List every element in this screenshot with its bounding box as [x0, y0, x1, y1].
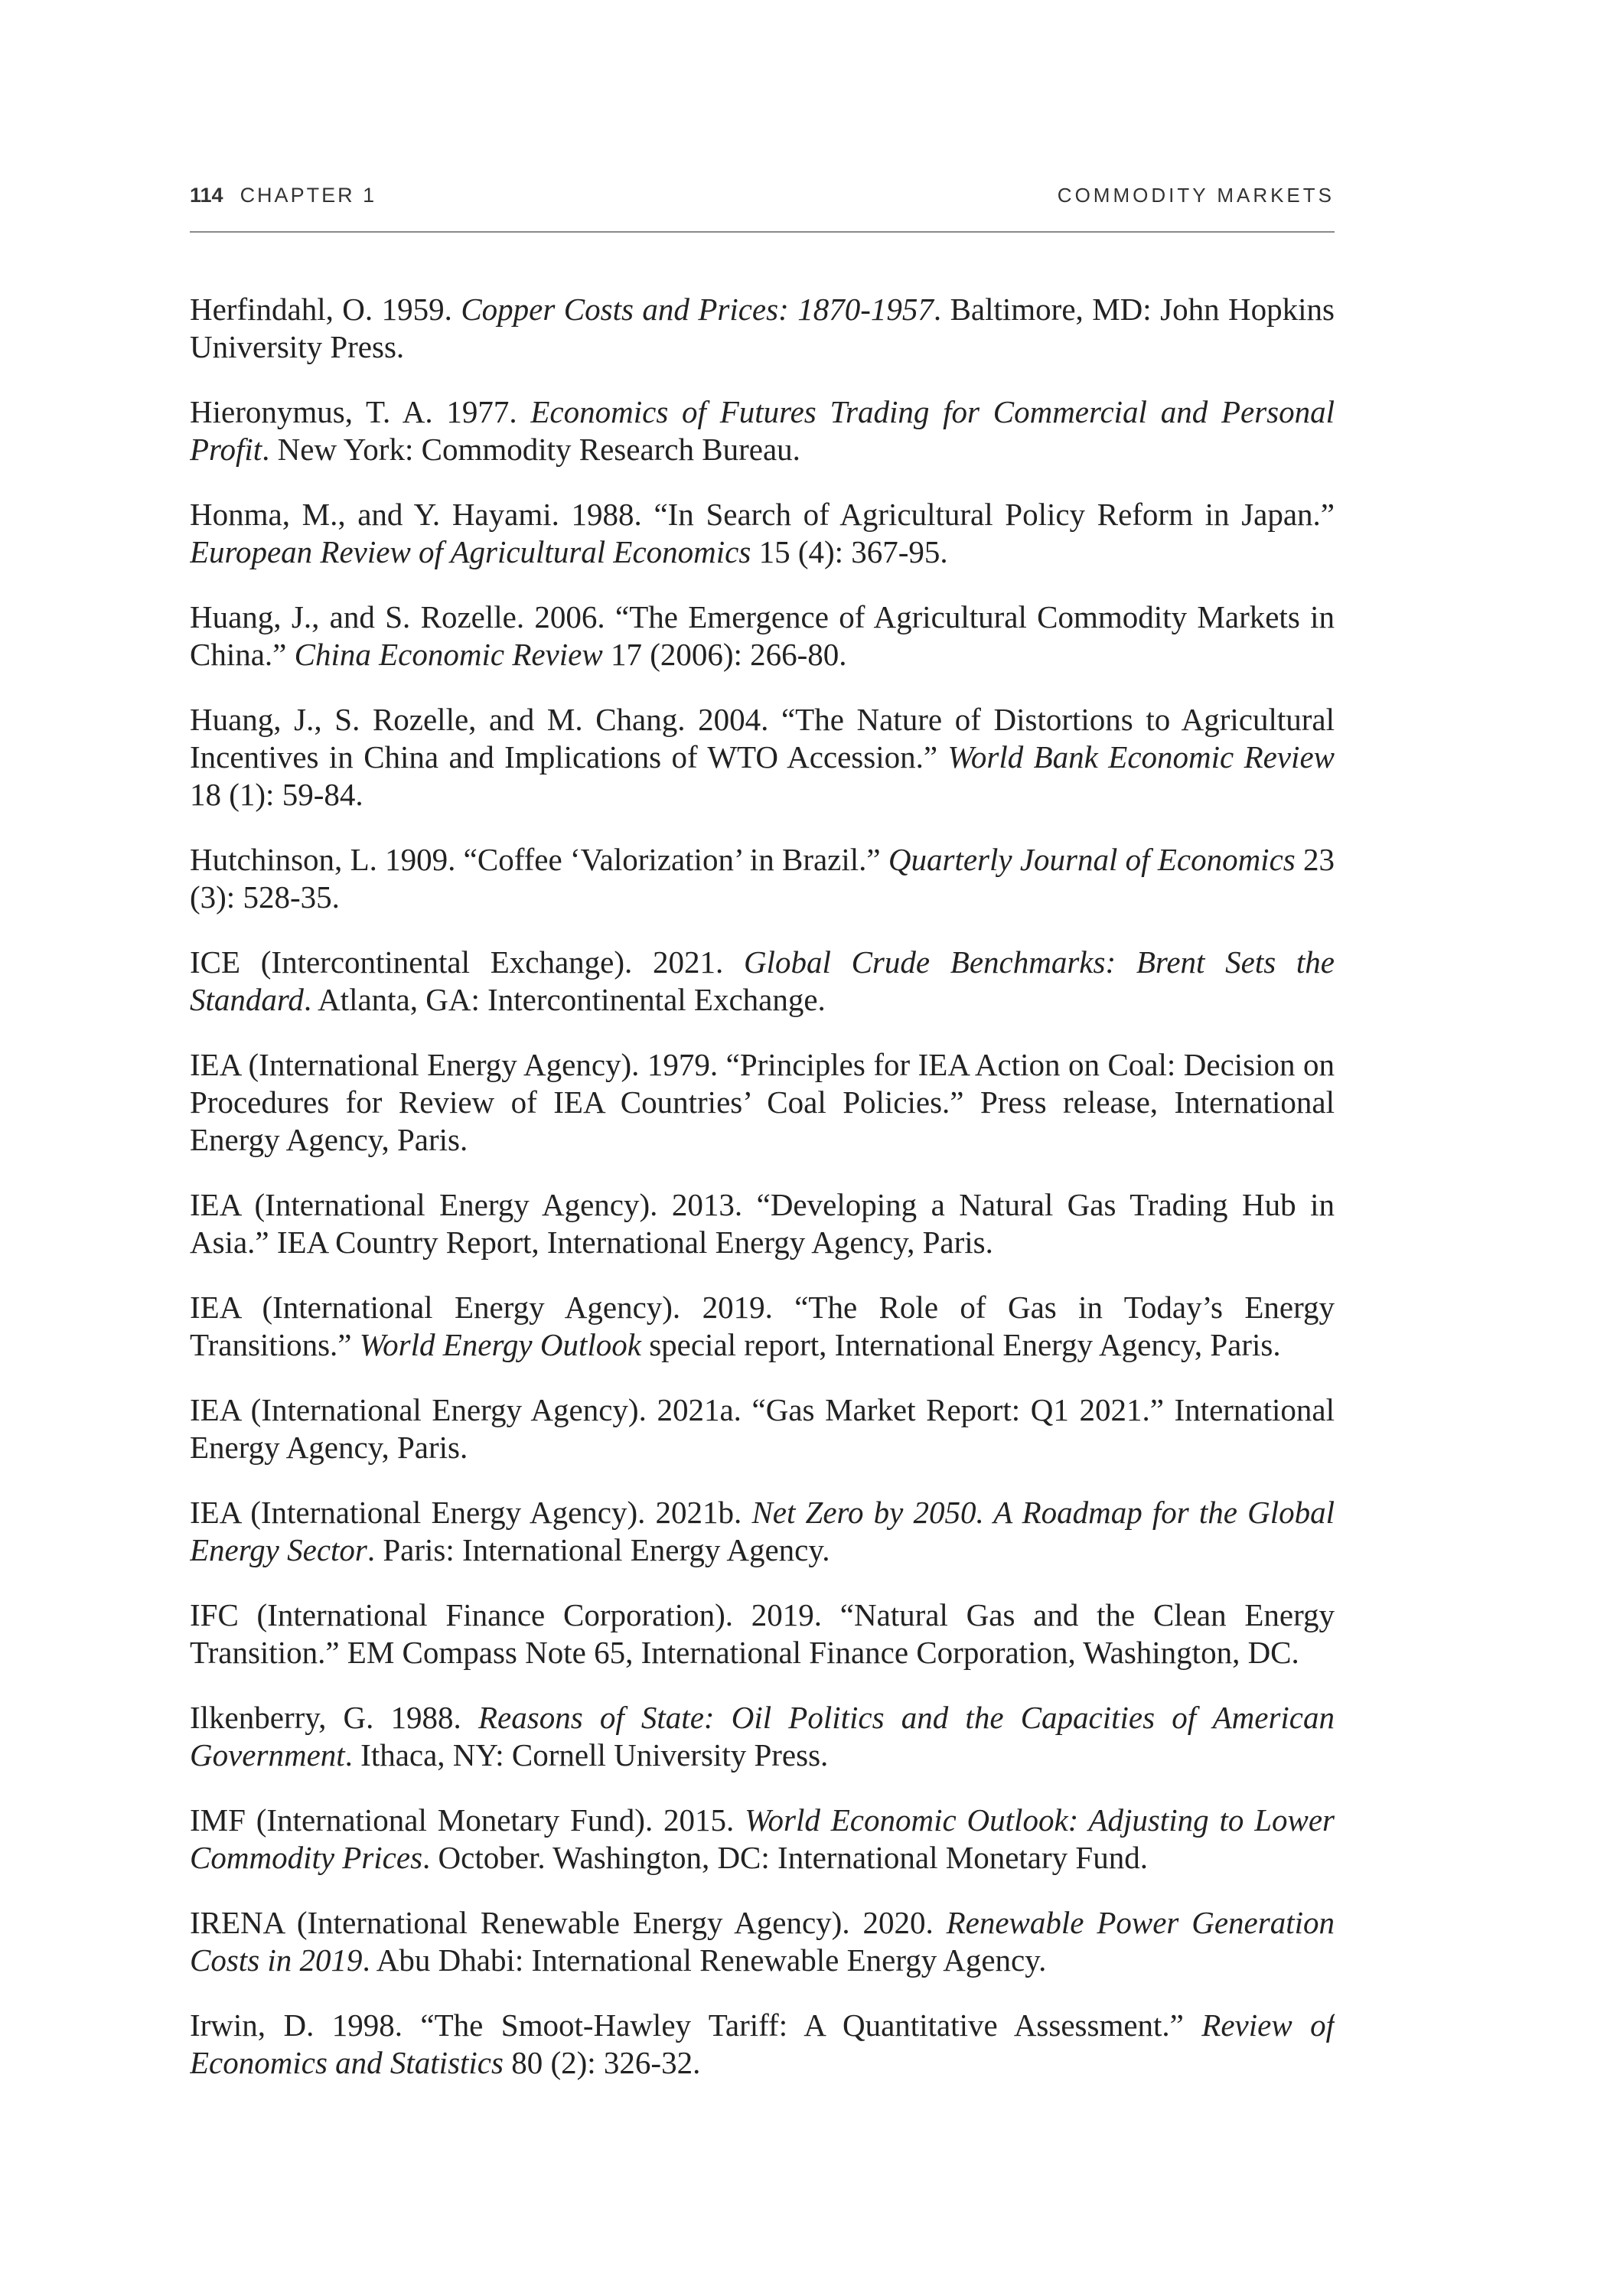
- reference-title: World Bank Economic Review: [947, 739, 1335, 775]
- reference-entry: [190, 1904, 1335, 1979]
- reference-details: 23 (3): 528-35.: [190, 842, 1335, 915]
- reference-title: Renewable Power Generation Costs in 2019: [190, 1905, 1335, 1978]
- reference-title: Quarterly Journal of Economics: [888, 842, 1296, 877]
- reference-title: Global Crude Benchmarks: Brent Sets the Standard: [190, 944, 1335, 1017]
- reference-entry: [190, 393, 1335, 468]
- page-number: 114: [190, 184, 223, 207]
- reference-title: Net Zero by 2050. A Roadmap for the Global Energy Sector: [190, 1495, 1335, 1567]
- reference-text: Herfindahl, O. 1959.: [190, 292, 461, 327]
- reference-title: World Economic Outlook: Adjusting to Lower Commodity Prices: [190, 1802, 1335, 1875]
- reference-title: Review of Economics and Statistics: [190, 2007, 1335, 2080]
- reference-text: ICE (Intercontinental Exchange). 2021.: [190, 944, 744, 980]
- reference-details: . Ithaca, NY: Cornell University Press.: [344, 1737, 829, 1773]
- header-left: [190, 184, 376, 207]
- reference-details: . October. Washington, DC: International Monetary Fund.: [422, 1840, 1148, 1875]
- reference-text: IEA (International Energy Agency). 2021a. “Gas Market Report: Q1 2021.” International Energy Agency, Paris.: [190, 1392, 1335, 1465]
- reference-title: China Economic Review: [294, 637, 603, 672]
- reference-text: IMF (International Monetary Fund). 2015.: [190, 1802, 745, 1838]
- reference-text: Huang, J., and S. Rozelle. 2006. “The Emergence of Agricultural Commodity Markets in China.”: [190, 599, 1335, 672]
- reference-list: [190, 291, 1335, 2109]
- reference-text: Hutchinson, L. 1909. “Coffee ‘Valorization’ in Brazil.”: [190, 842, 888, 877]
- running-title: COMMODITY MARKETS: [1057, 184, 1335, 207]
- reference-details: 17 (2006): 266-80.: [602, 637, 847, 672]
- reference-text: Huang, J., S. Rozelle, and M. Chang. 2004. “The Nature of Distortions to Agricultural Incentives in China and Implications of WTO Accession.”: [190, 702, 1335, 775]
- reference-details: . Abu Dhabi: International Renewable Energy Agency.: [362, 1942, 1047, 1978]
- reference-entry: [190, 841, 1335, 916]
- reference-entry: [190, 1289, 1335, 1364]
- reference-text: Irwin, D. 1998. “The Smoot-Hawley Tariff: A Quantitative Assessment.”: [190, 2007, 1202, 2043]
- reference-title: Reasons of State: Oil Politics and the Capacities of American Government: [190, 1700, 1335, 1773]
- reference-entry: [190, 496, 1335, 571]
- reference-entry: [190, 1186, 1335, 1261]
- reference-entry: [190, 1802, 1335, 1877]
- reference-text: IRENA (International Renewable Energy Agency). 2020.: [190, 1905, 947, 1940]
- reference-entry: [190, 1391, 1335, 1466]
- reference-text: IEA (International Energy Agency). 2019. “The Role of Gas in Today’s Energy Transitions.”: [190, 1290, 1335, 1362]
- running-header: [190, 184, 1335, 233]
- reference-entry: [190, 701, 1335, 814]
- reference-entry: [190, 1596, 1335, 1671]
- reference-title: European Review of Agricultural Economics: [190, 534, 751, 569]
- reference-details: . New York: Commodity Research Bureau.: [262, 432, 800, 467]
- reference-text: IEA (International Energy Agency). 1979. “Principles for IEA Action on Coal: Decision on Procedures for Review of IEA Countries’ Coal Policies.” Press release, International Energy Agency, Paris.: [190, 1047, 1335, 1157]
- reference-details: 15 (4): 367-95.: [751, 534, 948, 569]
- reference-details: 80 (2): 326-32.: [503, 2045, 701, 2080]
- reference-text: IFC (International Finance Corporation). 2019. “Natural Gas and the Clean Energy Transition.” EM Compass Note 65, International Finance Corporation, Washington, DC.: [190, 1597, 1335, 1670]
- reference-entry: [190, 1494, 1335, 1569]
- reference-details: . Baltimore, MD: John Hopkins University Press.: [190, 292, 1335, 364]
- reference-text: IEA (International Energy Agency). 2021b.: [190, 1495, 752, 1530]
- reference-entry: [190, 944, 1335, 1019]
- reference-entry: [190, 2007, 1335, 2082]
- reference-details: . Atlanta, GA: Intercontinental Exchange.: [303, 982, 826, 1017]
- reference-title: Economics of Futures Trading for Commercial and Personal Profit: [190, 394, 1335, 467]
- reference-details: 18 (1): 59-84.: [190, 777, 363, 812]
- reference-text: Ilkenberry, G. 1988.: [190, 1700, 478, 1735]
- reference-details: special report, International Energy Agency, Paris.: [641, 1327, 1281, 1362]
- reference-text: Hieronymus, T. A. 1977.: [190, 394, 531, 429]
- reference-title: Copper Costs and Prices: 1870-1957: [461, 292, 934, 327]
- reference-entry: [190, 1699, 1335, 1774]
- reference-entry: [190, 291, 1335, 366]
- reference-title: World Energy Outlook: [359, 1327, 641, 1362]
- reference-details: . Paris: International Energy Agency.: [367, 1532, 830, 1567]
- reference-text: Honma, M., and Y. Hayami. 1988. “In Search of Agricultural Policy Reform in Japan.”: [190, 497, 1335, 532]
- reference-entry: [190, 1046, 1335, 1159]
- chapter-label: CHAPTER 1: [240, 184, 377, 207]
- reference-text: IEA (International Energy Agency). 2013. “Developing a Natural Gas Trading Hub in Asia.” IEA Country Report, International Energy Agency, Paris.: [190, 1187, 1335, 1260]
- reference-entry: [190, 598, 1335, 673]
